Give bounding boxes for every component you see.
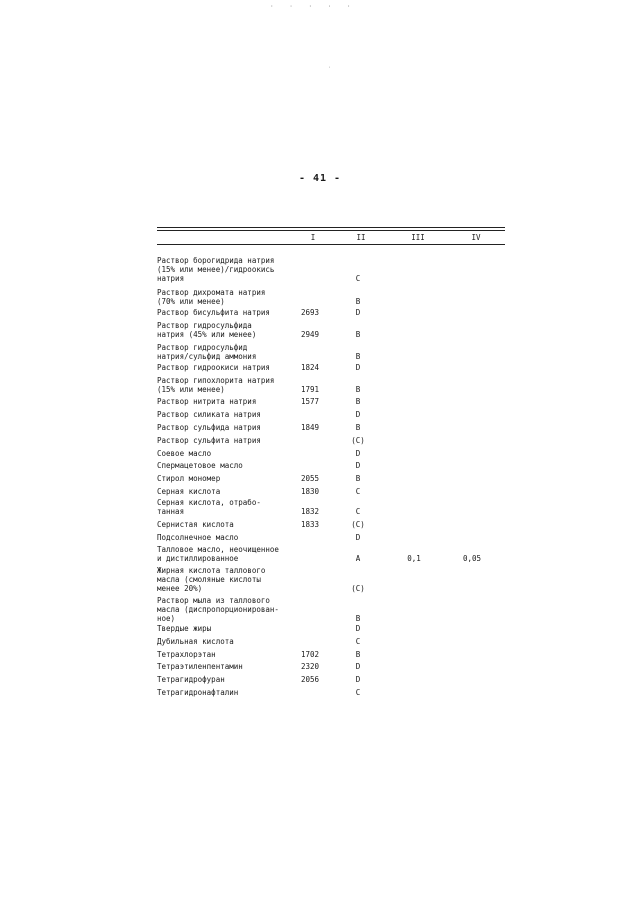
cell-column-1: 1832 xyxy=(300,507,320,516)
cell-column-3: 0,1 xyxy=(407,554,421,563)
cell-column-1: 2056 xyxy=(300,675,320,684)
cell-column-2: B xyxy=(355,352,361,361)
cell-column-2: B xyxy=(355,297,361,306)
substance-name: Раствор бисульфита натрия xyxy=(157,308,270,317)
cell-column-2: B xyxy=(355,397,361,406)
cell-column-2: D xyxy=(355,662,361,671)
substance-name: Дубильная кислота xyxy=(157,637,234,646)
cell-column-2: D xyxy=(355,461,361,470)
cell-column-1: 1791 xyxy=(300,385,320,394)
cell-column-1: 1830 xyxy=(300,487,320,496)
cell-column-2: C xyxy=(355,487,361,496)
cell-column-2: B xyxy=(355,650,361,659)
scan-speck: · xyxy=(328,65,332,71)
substance-name: Раствор силиката натрия xyxy=(157,410,261,419)
cell-column-1: 2320 xyxy=(300,662,320,671)
cell-column-2: D xyxy=(355,363,361,372)
cell-column-1: 1577 xyxy=(300,397,320,406)
cell-column-1: 2055 xyxy=(300,474,320,483)
substance-name: Сернистая кислота xyxy=(157,520,234,529)
column-header-3: III xyxy=(411,233,425,242)
substance-name: Раствор сульфида натрия xyxy=(157,423,261,432)
column-header-1: I xyxy=(310,233,316,242)
substance-name: Подсолнечное масло xyxy=(157,533,239,542)
cell-column-2: D xyxy=(355,624,361,633)
substance-name: Раствор дихромата натрия (70% или менее) xyxy=(157,288,266,306)
cell-column-2: C xyxy=(355,507,361,516)
cell-column-1: 1849 xyxy=(300,423,320,432)
cell-column-1: 1824 xyxy=(300,363,320,372)
substance-name: Серная кислота, отрабо- танная xyxy=(157,498,261,516)
cell-column-4: 0,05 xyxy=(462,554,482,563)
substance-name: Тетрагидронафталин xyxy=(157,688,239,697)
cell-column-2: (C) xyxy=(351,584,365,593)
substance-name: Раствор гидроокиси натрия xyxy=(157,363,270,372)
cell-column-2: C xyxy=(355,274,361,283)
cell-column-2: (C) xyxy=(351,436,365,445)
cell-column-2: B xyxy=(355,385,361,394)
cell-column-1: 1702 xyxy=(300,650,320,659)
substance-name: Раствор сульфита натрия xyxy=(157,436,261,445)
cell-column-2: D xyxy=(355,308,361,317)
substance-name: Раствор мыла из таллового масла (диспропорционирован- ное) xyxy=(157,596,279,623)
substance-name: Раствор борогидрида натрия (15% или менее)/гидроокись натрия xyxy=(157,256,275,283)
cell-column-2: A xyxy=(355,554,361,563)
cell-column-2: D xyxy=(355,410,361,419)
scan-specks: · · · · · xyxy=(270,3,357,10)
cell-column-2: B xyxy=(355,330,361,339)
substance-name: Раствор нитрита натрия xyxy=(157,397,257,406)
substance-name: Стирол мономер xyxy=(157,474,221,483)
substance-name: Тетрагидрофуран xyxy=(157,675,225,684)
substance-name: Талловое масло, неочищенное и дистиллированное xyxy=(157,545,279,563)
page-number: - 41 - xyxy=(298,173,342,184)
cell-column-2: D xyxy=(355,675,361,684)
substance-name: Соевое масло xyxy=(157,449,212,458)
cell-column-2: (C) xyxy=(351,520,365,529)
cell-column-2: B xyxy=(355,474,361,483)
cell-column-1: 2949 xyxy=(300,330,320,339)
cell-column-2: B xyxy=(355,423,361,432)
substance-name: Тетраэтиленпентамин xyxy=(157,662,243,671)
substance-name: Тетрахлорэтан xyxy=(157,650,216,659)
column-header-2: II xyxy=(356,233,366,242)
substance-name: Раствор гидросульфид натрия/сульфид аммония xyxy=(157,343,257,361)
cell-column-2: C xyxy=(355,637,361,646)
cell-column-2: C xyxy=(355,688,361,697)
cell-column-1: 1833 xyxy=(300,520,320,529)
substance-name: Серная кислота xyxy=(157,487,221,496)
substance-name: Жирная кислота таллового масла (смоляные кислоты менее 20%) xyxy=(157,566,266,593)
substance-name: Раствор гидросульфида натрия (45% или менее) xyxy=(157,321,257,339)
column-header-4: IV xyxy=(471,233,481,242)
substance-name: Раствор гипохлорита натрия (15% или менее) xyxy=(157,376,275,394)
substance-name: Твердые жиры xyxy=(157,624,212,633)
cell-column-2: D xyxy=(355,449,361,458)
cell-column-2: D xyxy=(355,533,361,542)
cell-column-2: B xyxy=(355,614,361,623)
cell-column-1: 2693 xyxy=(300,308,320,317)
substance-name: Спермацетовое масло xyxy=(157,461,243,470)
